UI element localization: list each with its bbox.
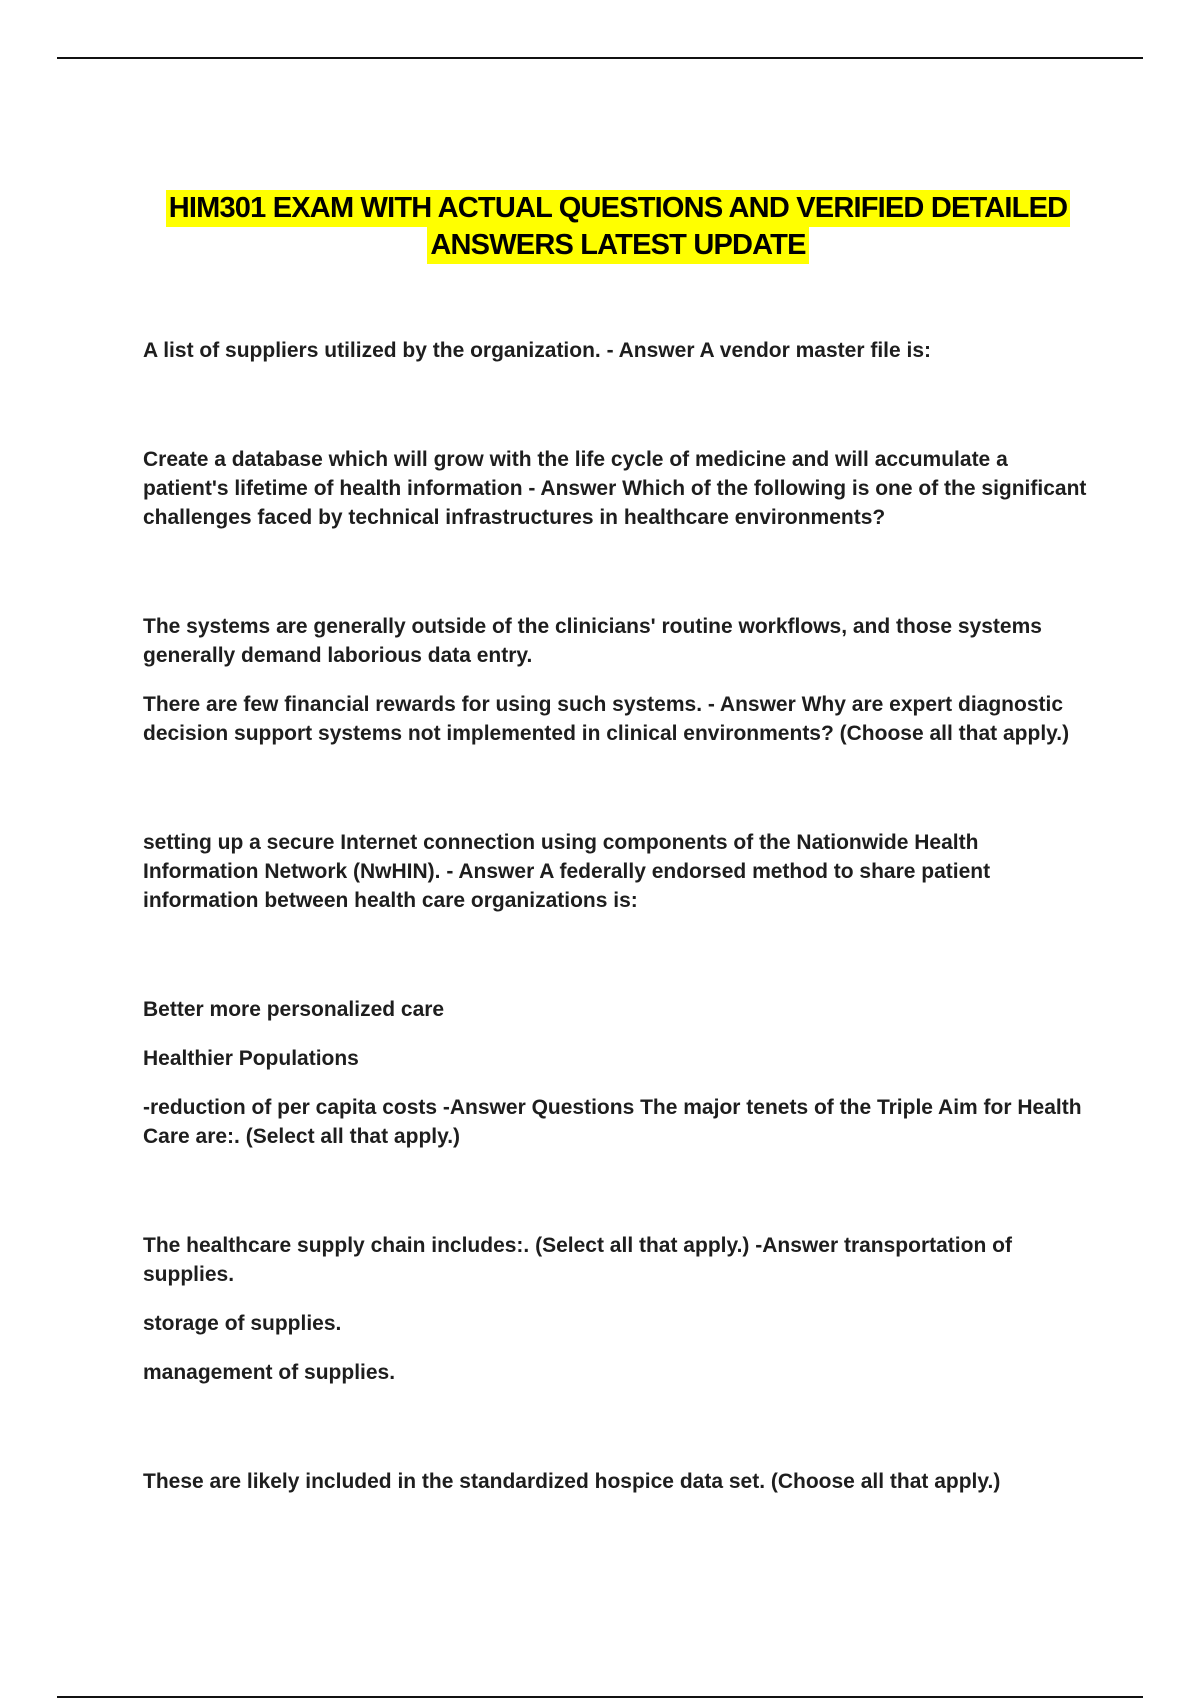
qa-paragraph: These are likely included in the standardized hospice data set. (Choose all that apply.) (143, 1470, 1001, 1493)
qa-paragraph: storage of supplies. (143, 1312, 342, 1335)
qa-block-1 (143, 336, 1093, 365)
qa-block-7 (143, 1467, 1093, 1496)
qa-paragraph: The healthcare supply chain includes:. (Select all that apply.) -Answer transportation of supplies. (143, 1234, 1012, 1286)
qa-paragraph: The systems are generally outside of the clinicians' routine workflows, and those systems generally demand laborious data entry. (143, 615, 1042, 667)
document-body (143, 190, 1093, 1516)
qa-paragraph: setting up a secure Internet connection using components of the Nationwide Health Information Network (NwHIN). - Answer A federally endorsed method to share patient information between health care organizations is: (143, 831, 991, 912)
qa-block-2 (143, 445, 1093, 532)
title-line-2: ANSWERS LATEST UPDATE (427, 227, 808, 264)
qa-block-6 (143, 1231, 1093, 1387)
header-rule (57, 57, 1143, 59)
qa-paragraph: A list of suppliers utilized by the organization. - Answer A vendor master file is: (143, 339, 932, 362)
qa-paragraph: Better more personalized care (143, 998, 445, 1021)
footer-rule (57, 1696, 1143, 1698)
qa-paragraph: There are few financial rewards for using such systems. - Answer Why are expert diagnostic decision support systems not implemented in clinical environments? (Choose all that apply.) (143, 693, 1070, 745)
document-title (143, 190, 1093, 264)
qa-paragraph: management of supplies. (143, 1361, 396, 1384)
qa-paragraph: -reduction of per capita costs -Answer Questions The major tenets of the Triple Aim for Health Care are:. (Select all that apply.) (143, 1096, 1082, 1148)
qa-paragraph: Create a database which will grow with the life cycle of medicine and will accumulate a patient's lifetime of health information - Answer Which of the following is one of the significant challenges faced by technical infrastructures in healthcare environments? (143, 448, 1087, 529)
qa-paragraph: Healthier Populations (143, 1047, 359, 1070)
qa-block-3 (143, 612, 1093, 748)
qa-block-4 (143, 828, 1093, 915)
title-line-1: HIM301 EXAM WITH ACTUAL QUESTIONS AND VERIFIED DETAILED (166, 190, 1071, 227)
qa-block-5 (143, 995, 1093, 1151)
